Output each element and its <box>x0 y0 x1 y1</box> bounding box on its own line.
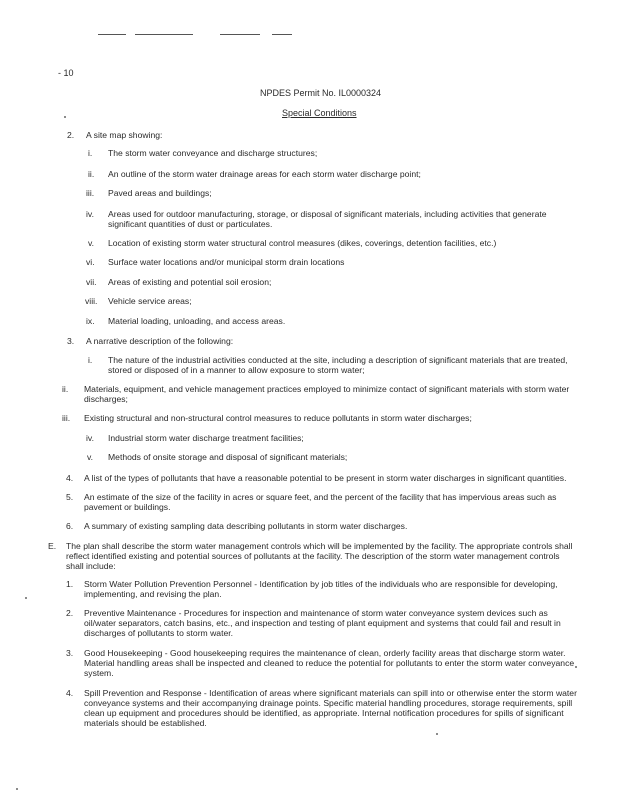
scan-rule <box>220 34 260 35</box>
subitem-text-cont: materials should be established. <box>84 718 207 728</box>
subitem-text-cont: system. <box>84 668 114 678</box>
subitem-number: iii. <box>86 188 95 198</box>
scan-rule <box>135 34 193 35</box>
subitem-text-cont: oil/water separators, catch basins, etc., and inspection and testing of plant equipment and systems that could fail and result in <box>84 618 561 628</box>
subitem-number: ix. <box>86 316 95 326</box>
scan-speck <box>16 788 18 790</box>
subitem-text: Materials, equipment, and vehicle management practices employed to minimize contact of significant materials with storm water <box>84 384 570 394</box>
subitem-number: i. <box>88 148 93 158</box>
item-number: 6. <box>66 521 74 531</box>
scan-rule <box>98 34 126 35</box>
item-text: An estimate of the size of the facility in acres or square feet, and the percent of the facility that has impervious areas such as <box>84 492 557 502</box>
subitem-number: 4. <box>66 688 74 698</box>
scan-speck <box>436 733 438 735</box>
subitem-text: Location of existing storm water structural control measures (dikes, coverings, detention facilities, etc.) <box>108 238 497 248</box>
subitem-text-cont: stored or disposed of in a manner to allow exposure to storm water; <box>108 365 365 375</box>
subitem-text: Industrial storm water discharge treatment facilities; <box>108 433 304 443</box>
permit-number: NPDES Permit No. IL0000324 <box>260 88 382 98</box>
item-number: 3. <box>67 336 75 346</box>
subitem-number: 2. <box>66 608 74 618</box>
subitem-number: i. <box>88 355 93 365</box>
subitem-number: vii. <box>86 277 97 287</box>
page-number: - 10 <box>58 68 74 78</box>
subitem-text: Areas used for outdoor manufacturing, storage, or disposal of significant materials, including activities that generate <box>108 209 547 219</box>
item-number: 2. <box>67 130 75 140</box>
subitem-text-cont: clean up equipment and procedures should be identified, as appropriate. Internal notification procedures for spills of significant <box>84 708 564 718</box>
subitem-text: Surface water locations and/or municipal storm drain locations <box>108 257 345 267</box>
subitem-text: Material loading, unloading, and access areas. <box>108 316 286 326</box>
item-text: A site map showing: <box>86 130 163 140</box>
scan-rule <box>272 34 292 35</box>
subitem-number: v. <box>87 452 94 462</box>
subitem-text: Existing structural and non-structural control measures to reduce pollutants in storm water discharges; <box>84 413 472 423</box>
item-text-cont: pavement or buildings. <box>84 502 171 512</box>
subitem-text-cont: discharges of pollutants to storm water. <box>84 628 234 638</box>
subitem-text: An outline of the storm water drainage areas for each storm water discharge point; <box>108 169 421 179</box>
subitem-number: iv. <box>86 433 94 443</box>
subitem-number: v. <box>88 238 95 248</box>
subitem-number: iii. <box>62 413 71 423</box>
subitem-text-cont: Material handling areas shall be inspected and cleaned to reduce the potential for pollutants to enter the storm water conveyance <box>84 658 575 668</box>
section-text-cont: reflect identified existing and potential sources of pollutants at the facility. The description of the storm water management controls <box>66 551 560 561</box>
subitem-number: vi. <box>86 257 95 267</box>
item-text: A summary of existing sampling data describing pollutants in storm water discharges. <box>84 521 408 531</box>
subitem-text: Areas of existing and potential soil erosion; <box>108 277 272 287</box>
subitem-text: Good Housekeeping - Good housekeeping requires the maintenance of clean, orderly facility areas that discharge storm water. <box>84 648 566 658</box>
subitem-text: The nature of the industrial activities conducted at the site, including a description of significant materials that are treated, <box>108 355 568 365</box>
subitem-number: ii. <box>62 384 69 394</box>
item-text: A narrative description of the following: <box>86 336 234 346</box>
subitem-text-cont: conveyance systems and their accompanying drainage points. Specific material handling procedures, storage requirements, spill <box>84 698 573 708</box>
section-text-cont: shall include: <box>66 561 116 571</box>
subitem-text: The storm water conveyance and discharge structures; <box>108 148 318 158</box>
subitem-text: Preventive Maintenance - Procedures for inspection and maintenance of storm water conveyance system devices such as <box>84 608 548 618</box>
subitem-text: Methods of onsite storage and disposal of significant materials; <box>108 452 348 462</box>
subitem-text-cont: discharges; <box>84 394 128 404</box>
subitem-text-cont: implementing, and revising the plan. <box>84 589 222 599</box>
subitem-number: ii. <box>88 169 95 179</box>
subitem-text: Storm Water Pollution Prevention Personnel - Identification by job titles of the individuals who are responsible for developing, <box>84 579 558 589</box>
subitem-number: viii. <box>85 296 98 306</box>
section-title: Special Conditions <box>282 108 357 118</box>
subitem-number: iv. <box>86 209 94 219</box>
scan-speck <box>575 666 577 668</box>
scan-speck <box>25 597 27 599</box>
item-number: 4. <box>66 473 74 483</box>
subitem-text: Spill Prevention and Response - Identification of areas where significant materials can spill into or otherwise enter the storm water <box>84 688 577 698</box>
subitem-number: 1. <box>66 579 74 589</box>
item-text: A list of the types of pollutants that have a reasonable potential to be present in storm water discharges in significant quantities. <box>84 473 567 483</box>
subitem-text: Vehicle service areas; <box>108 296 192 306</box>
scan-speck <box>64 116 66 118</box>
subitem-text: Paved areas and buildings; <box>108 188 212 198</box>
item-number: 5. <box>66 492 74 502</box>
section-text: The plan shall describe the storm water management controls which will be implemented by the facility. The appropriate controls shall <box>66 541 573 551</box>
subitem-number: 3. <box>66 648 74 658</box>
subitem-text-cont: significant quantities of dust or particulates. <box>108 219 273 229</box>
section-letter: E. <box>48 541 57 551</box>
